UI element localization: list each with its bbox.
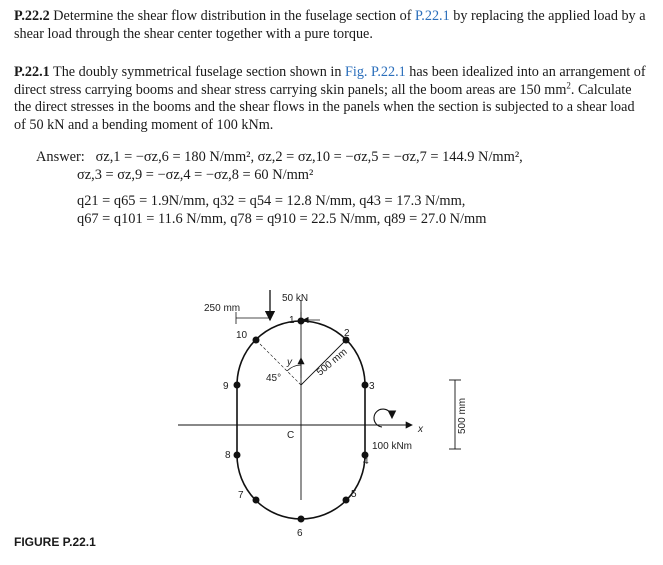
moment-icon xyxy=(374,409,392,427)
figure-caption: FIGURE P.22.1 xyxy=(14,535,96,549)
figure-link[interactable]: Fig. P.22.1 xyxy=(345,64,406,80)
x-axis-label: x xyxy=(418,424,423,435)
answer-label: Answer: xyxy=(36,149,85,165)
boom-10 xyxy=(253,337,260,344)
problem-text: Determine the shear flow distribution in the fuselage section of xyxy=(49,8,415,24)
boom-5 xyxy=(343,497,350,504)
centroid-label: C xyxy=(287,430,295,441)
problem-label: P.22.1 xyxy=(14,64,50,80)
radius-label: 500 mm xyxy=(314,346,350,379)
boom-label-1: 1 xyxy=(289,315,295,326)
boom-6 xyxy=(298,516,305,523)
answer-text: σz,1 = −σz,6 = 180 N/mm², σz,2 = σz,10 = −σz,5 = −σz,7 = 144.9 N/mm², xyxy=(95,149,523,165)
boom-1 xyxy=(298,318,305,325)
boom-label-2: 2 xyxy=(344,328,350,339)
answer-text: q21 = q65 = 1.9N/mm, q32 = q54 = 12.8 N/mm, q43 = 17.3 N/mm, xyxy=(77,193,466,209)
boom-9 xyxy=(234,382,241,389)
boom-3 xyxy=(362,382,369,389)
problem-label: P.22.2 xyxy=(14,8,50,24)
moment-label: 100 kNm xyxy=(372,441,413,452)
problem-text: . Calculate the direct stresses in the booms and the shear flows in the panels when the section is subjected to a shear load of 50 kN and a bending moment of 100 kNm. xyxy=(14,81,635,133)
boom-label-5: 5 xyxy=(351,489,357,500)
boom-label-6: 6 xyxy=(297,528,303,539)
boom-label-8: 8 xyxy=(225,450,231,461)
answer-text: σz,3 = σz,9 = −σz,4 = −σz,8 = 60 N/mm² xyxy=(77,167,314,183)
angle-label: 45° xyxy=(266,373,282,384)
figure-link[interactable]: P.22.1 xyxy=(414,8,450,24)
boom-label-4: 4 xyxy=(363,456,369,467)
problem-text: has been idealized into an arrangement of direct stress carrying booms and shear stress carrying skin panels; all the boom areas are 150 mm xyxy=(14,64,646,98)
boom-label-7: 7 xyxy=(238,490,244,501)
boom-label-9: 9 xyxy=(223,381,229,392)
problem-text: The doubly symmetrical fuselage section shown in xyxy=(49,64,345,80)
answer-text: q67 = q101 = 11.6 N/mm, q78 = q910 = 22.5 N/mm, q89 = 27.0 N/mm xyxy=(77,211,487,227)
height-label: 500 mm xyxy=(457,397,468,434)
superscript: 2 xyxy=(566,79,571,90)
boom-label-10: 10 xyxy=(236,330,248,341)
y-axis-label: y xyxy=(287,357,292,368)
boom-8 xyxy=(234,452,241,459)
boom-label-3: 3 xyxy=(369,381,375,392)
problem-text: by replacing the applied load by a shear load through the shear center together with a pure torque. xyxy=(14,8,646,42)
offset-label: 250 mm xyxy=(204,303,241,314)
boom-7 xyxy=(253,497,260,504)
load-label: 50 kN xyxy=(282,293,309,304)
